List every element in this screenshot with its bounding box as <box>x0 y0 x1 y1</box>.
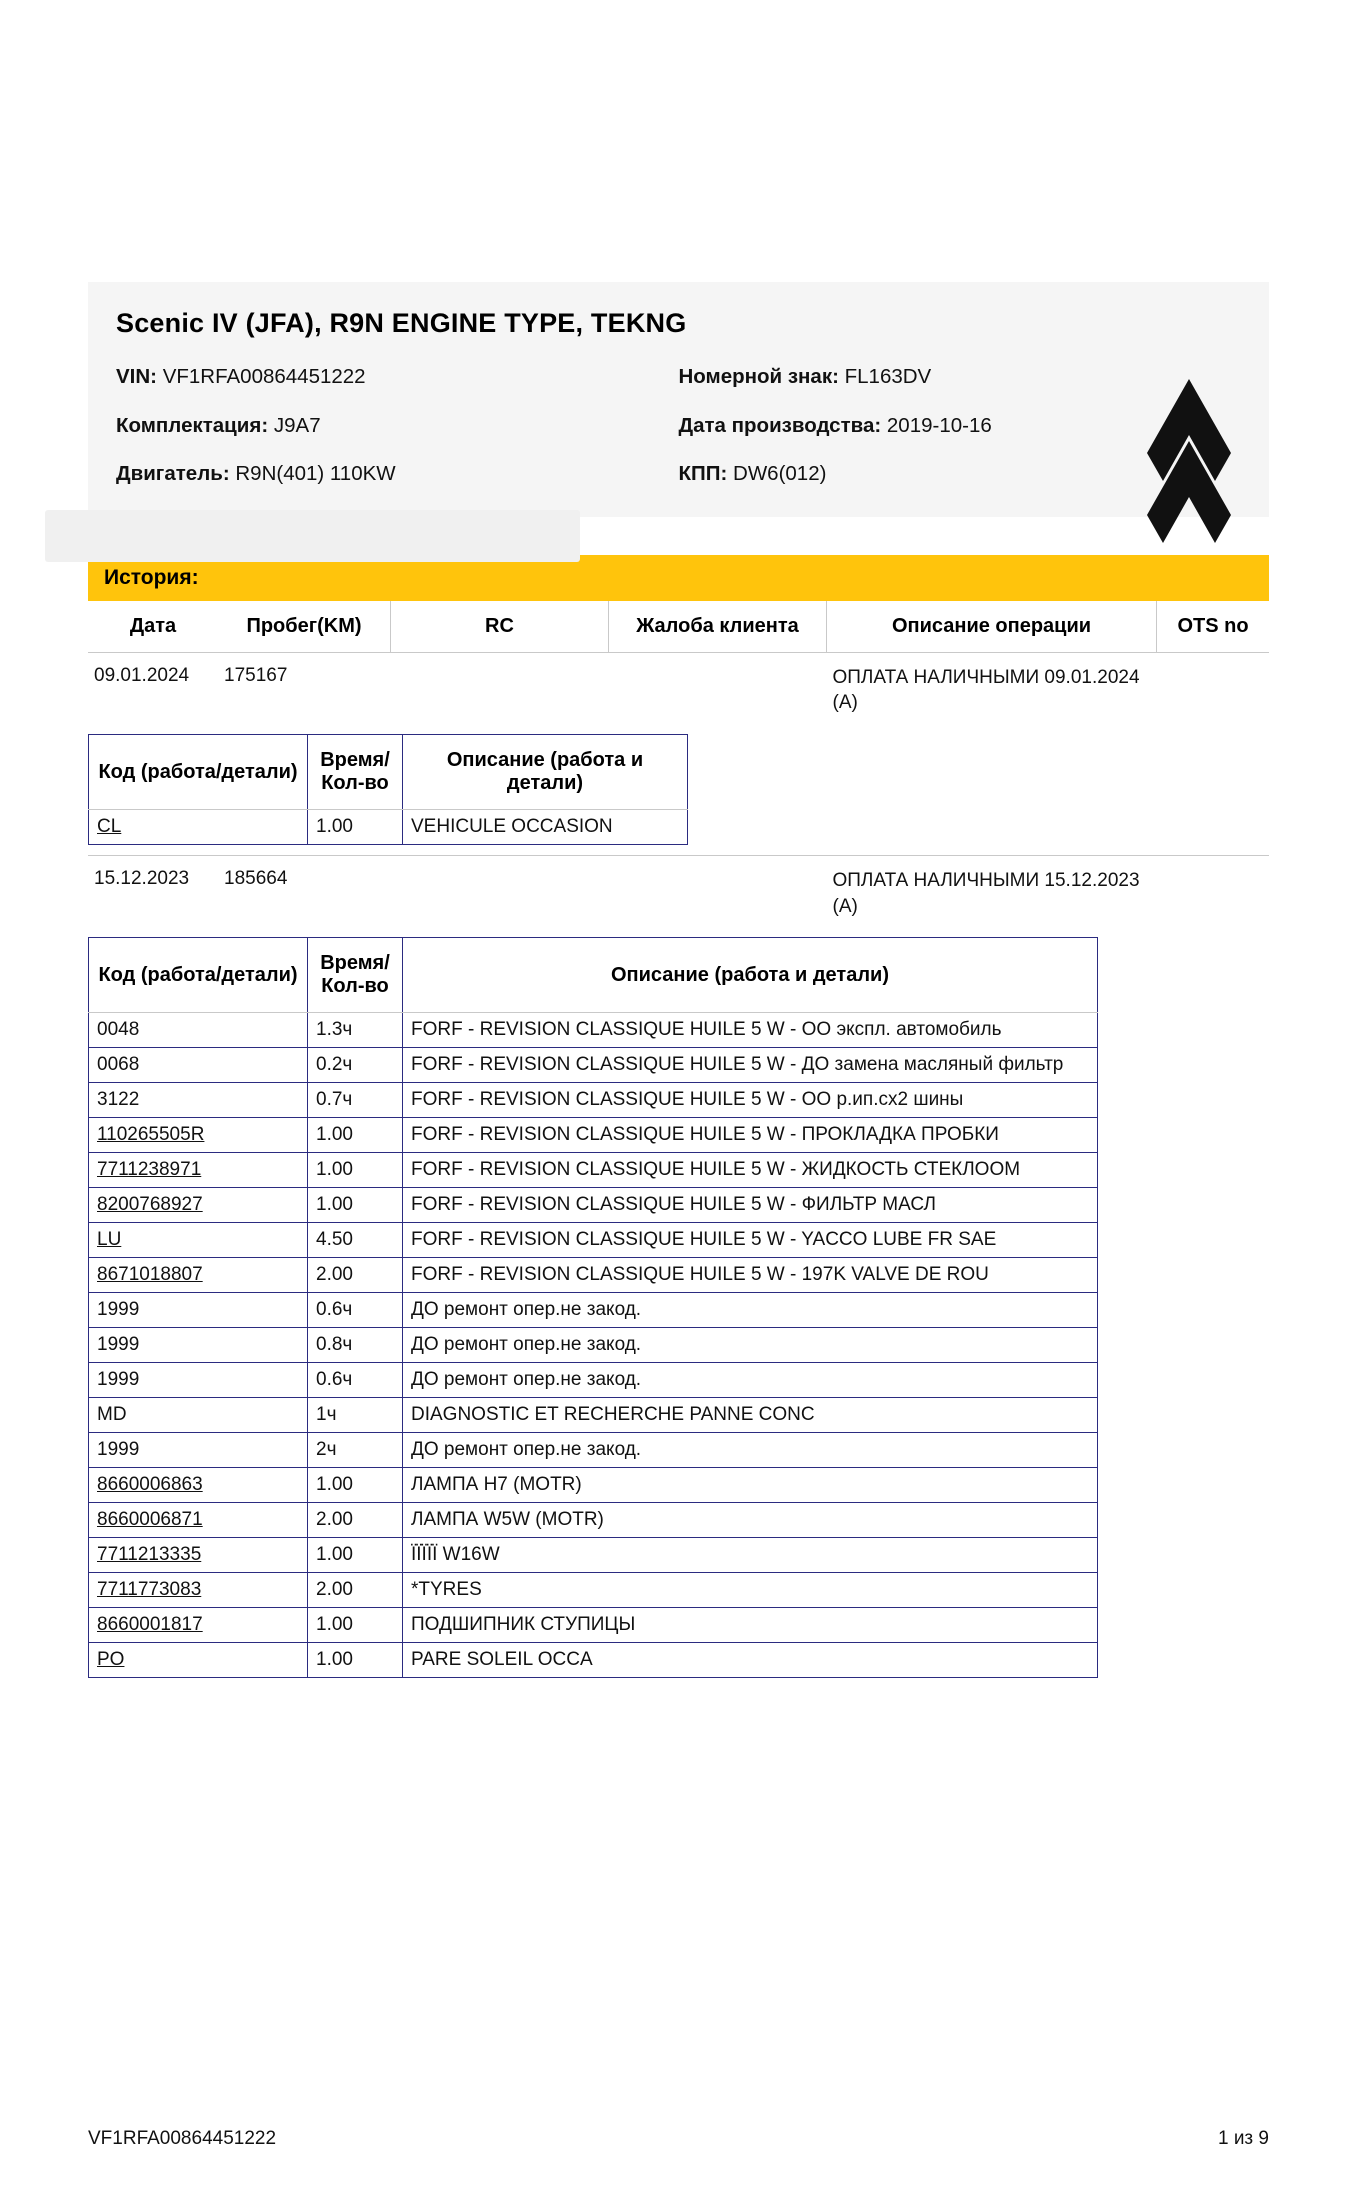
op-qty: 2ч <box>308 1433 403 1468</box>
table-row <box>89 1048 1098 1083</box>
ops-col-desc: Описание (работа и детали) <box>403 938 1098 1013</box>
table-row <box>89 1363 1098 1398</box>
ops-col-qty: Время/ Кол-во <box>308 938 403 1013</box>
visit-ots <box>1157 856 1270 932</box>
col-mileage: Пробег(KM) <box>218 601 391 653</box>
op-desc: FORF - REVISION CLASSIQUE HUILE 5 W - OO р.ип.сх2 шины <box>403 1083 1098 1118</box>
op-code: 3122 <box>89 1083 308 1118</box>
op-code <box>89 1573 308 1608</box>
table-row <box>89 1643 1098 1678</box>
visit-mileage: 175167 <box>224 664 288 686</box>
op-qty: 1.00 <box>308 1188 403 1223</box>
op-desc: FORF - REVISION CLASSIQUE HUILE 5 W - ЖИДКОСТЬ СТЕКЛООМ <box>403 1153 1098 1188</box>
op-qty: 0.6ч <box>308 1293 403 1328</box>
info-trim-value: J9A7 <box>273 413 321 437</box>
info-production-date-label: Дата производства: <box>678 413 882 437</box>
history-section-header: История: <box>88 555 1269 601</box>
visit-rc <box>391 856 609 932</box>
info-plate-value: FL163DV <box>844 365 932 388</box>
op-desc: PARE SOLEIL OCCA <box>403 1643 1098 1678</box>
op-code-text: 7711773083 <box>97 1579 202 1601</box>
info-trim <box>116 414 679 439</box>
op-desc: FORF - REVISION CLASSIQUE HUILE 5 W - 197K VALVE DE ROU <box>403 1258 1098 1293</box>
op-code-text: CL <box>97 816 122 838</box>
visit-description: ОПЛАТА НАЛИЧНЫМИ 15.12.2023 (A) <box>832 870 1140 917</box>
table-row <box>89 1468 1098 1503</box>
info-plate-label: Номерной знак: <box>678 365 839 388</box>
op-qty: 2.00 <box>308 1503 403 1538</box>
op-code-text: 7711238971 <box>97 1159 202 1181</box>
op-code <box>89 1118 308 1153</box>
visit-operations-row <box>88 728 1269 855</box>
ops-col-desc: Описание (работа и детали) <box>403 735 688 810</box>
op-qty: 0.8ч <box>308 1328 403 1363</box>
op-code <box>89 1503 308 1538</box>
op-qty: 1ч <box>308 1398 403 1433</box>
table-row <box>89 1223 1098 1258</box>
op-code <box>89 1643 308 1678</box>
table-row <box>89 1538 1098 1573</box>
operations-table-visit-1 <box>88 734 688 845</box>
op-qty: 1.00 <box>308 1643 403 1678</box>
visit-description: ОПЛАТА НАЛИЧНЫМИ 09.01.2024 (A) <box>832 666 1140 714</box>
op-qty: 1.00 <box>308 1118 403 1153</box>
op-code-text: 110265505R <box>97 1124 205 1146</box>
op-qty: 1.00 <box>308 810 403 845</box>
op-code-text: 8660001817 <box>97 1614 203 1636</box>
op-desc: ДО ремонт опер.не закод. <box>403 1433 1098 1468</box>
table-row <box>89 1258 1098 1293</box>
op-code: 0048 <box>89 1013 308 1048</box>
ops-col-qty: Время/ Кол-во <box>308 735 403 810</box>
col-ots: OTS no <box>1157 601 1270 653</box>
op-qty: 1.00 <box>308 1153 403 1188</box>
ops-col-code: Код (работа/детали) <box>89 938 308 1013</box>
op-code <box>89 1153 308 1188</box>
page-footer <box>88 2128 1269 2150</box>
op-desc: DIAGNOSTIC ET RECHERCHE PANNE CONC <box>403 1398 1098 1433</box>
op-desc: FORF - REVISION CLASSIQUE HUILE 5 W - ФИЛЬТР МАСЛ <box>403 1188 1098 1223</box>
op-qty: 0.7ч <box>308 1083 403 1118</box>
op-code <box>89 1468 308 1503</box>
info-engine-label: Двигатель: <box>116 462 230 486</box>
info-gearbox-label: КПП: <box>678 462 728 486</box>
op-code: 1999 <box>89 1328 308 1363</box>
table-row <box>89 1398 1098 1433</box>
op-code <box>89 1608 308 1643</box>
table-row <box>89 1188 1098 1223</box>
op-code: 0068 <box>89 1048 308 1083</box>
info-gearbox-value: DW6(012) <box>733 462 827 486</box>
col-date: Дата <box>88 601 218 653</box>
op-desc: ЛАМПА H7 (MOTR) <box>403 1468 1098 1503</box>
op-code <box>89 810 308 845</box>
op-desc: VEHICULE OCCASION <box>403 810 688 845</box>
table-row <box>89 1433 1098 1468</box>
visit-complaint <box>609 856 827 932</box>
op-qty: 1.00 <box>308 1538 403 1573</box>
op-desc: ЛАМПА W5W (MOTR) <box>403 1503 1098 1538</box>
op-code-text: PO <box>97 1649 125 1671</box>
op-desc: FORF - REVISION CLASSIQUE HUILE 5 W - OO экспл. автомобиль <box>403 1013 1098 1048</box>
table-row <box>88 652 1269 728</box>
table-row <box>89 1153 1098 1188</box>
op-code-text: LU <box>97 1229 122 1251</box>
op-code: 1999 <box>89 1363 308 1398</box>
visit-mileage: 185664 <box>224 868 288 890</box>
ops-col-code: Код (работа/детали) <box>89 735 308 810</box>
visit-operations-row <box>88 931 1269 1688</box>
vehicle-info-grid <box>116 365 1241 487</box>
op-code-text: 8660006863 <box>97 1474 203 1496</box>
info-trim-label: Комплектация: <box>116 413 269 437</box>
op-desc: ДО ремонт опер.не закод. <box>403 1293 1098 1328</box>
op-qty: 1.00 <box>308 1468 403 1503</box>
vehicle-info-block <box>88 282 1269 517</box>
op-code <box>89 1223 308 1258</box>
operations-header-row <box>89 938 1098 1013</box>
op-code-text: 8660006871 <box>97 1509 203 1531</box>
table-row <box>89 1013 1098 1048</box>
op-qty: 1.3ч <box>308 1013 403 1048</box>
op-code <box>89 1188 308 1223</box>
operations-table-visit-2 <box>88 937 1098 1678</box>
op-qty: 2.00 <box>308 1573 403 1608</box>
table-row <box>89 1293 1098 1328</box>
col-rc: RC <box>391 601 609 653</box>
operations-header-row <box>89 735 688 810</box>
table-row <box>89 1608 1098 1643</box>
op-qty: 0.6ч <box>308 1363 403 1398</box>
visit-date: 09.01.2024 <box>94 664 190 686</box>
table-row <box>89 1573 1098 1608</box>
redacted-area <box>45 510 580 562</box>
table-row <box>89 1083 1098 1118</box>
info-engine-value: R9N(401) 110KW <box>235 462 396 486</box>
op-desc: FORF - REVISION CLASSIQUE HUILE 5 W - ДО замена масляный фильтр <box>403 1048 1098 1083</box>
table-row <box>89 1118 1098 1153</box>
table-row <box>89 1503 1098 1538</box>
visit-date: 15.12.2023 <box>94 868 190 890</box>
col-complaint: Жалоба клиента <box>609 601 827 653</box>
footer-page-number: 1 из 9 <box>1217 2128 1269 2149</box>
op-code: 1999 <box>89 1433 308 1468</box>
op-qty: 0.2ч <box>308 1048 403 1083</box>
visit-ots <box>1157 652 1270 728</box>
renault-diamond-logo-icon <box>1127 377 1257 547</box>
table-row <box>88 856 1269 932</box>
op-qty: 2.00 <box>308 1258 403 1293</box>
op-code-text: 8671018807 <box>97 1264 203 1286</box>
table-row <box>89 810 688 845</box>
op-code <box>89 1258 308 1293</box>
table-row <box>89 1328 1098 1363</box>
op-desc: ДО ремонт опер.не закод. <box>403 1328 1098 1363</box>
op-code-text: 8200768927 <box>97 1194 203 1216</box>
info-engine <box>116 462 679 487</box>
op-qty: 4.50 <box>308 1223 403 1258</box>
document-page <box>0 282 1357 2202</box>
op-code: 1999 <box>89 1293 308 1328</box>
col-description: Описание операции <box>827 601 1157 653</box>
op-desc: ЇЇЇЇЇ W16W <box>403 1538 1098 1573</box>
footer-vin: VF1RFA00864451222 <box>88 2128 277 2149</box>
visit-rc <box>391 652 609 728</box>
info-vin-label: VIN: <box>116 365 157 388</box>
op-desc: FORF - REVISION CLASSIQUE HUILE 5 W - YACCO LUBE FR SAE <box>403 1223 1098 1258</box>
history-table <box>88 601 1269 1689</box>
op-code <box>89 1538 308 1573</box>
op-desc: FORF - REVISION CLASSIQUE HUILE 5 W - ПРОКЛАДКА ПРОБКИ <box>403 1118 1098 1153</box>
visit-complaint <box>609 652 827 728</box>
page-title: Scenic IV (JFA), R9N ENGINE TYPE, TEKNG <box>116 308 687 338</box>
info-production-date-value: 2019-10-16 <box>886 413 992 437</box>
op-desc: ПОДШИПНИК СТУПИЦЫ <box>403 1608 1098 1643</box>
op-qty: 1.00 <box>308 1608 403 1643</box>
info-vin-value: VF1RFA00864451222 <box>162 365 366 388</box>
op-desc: *TYRES <box>403 1573 1098 1608</box>
info-vin <box>116 365 679 390</box>
op-code-text: 7711213335 <box>97 1544 202 1566</box>
op-desc: ДО ремонт опер.не закод. <box>403 1363 1098 1398</box>
history-table-header-row <box>88 601 1269 653</box>
op-code: MD <box>89 1398 308 1433</box>
